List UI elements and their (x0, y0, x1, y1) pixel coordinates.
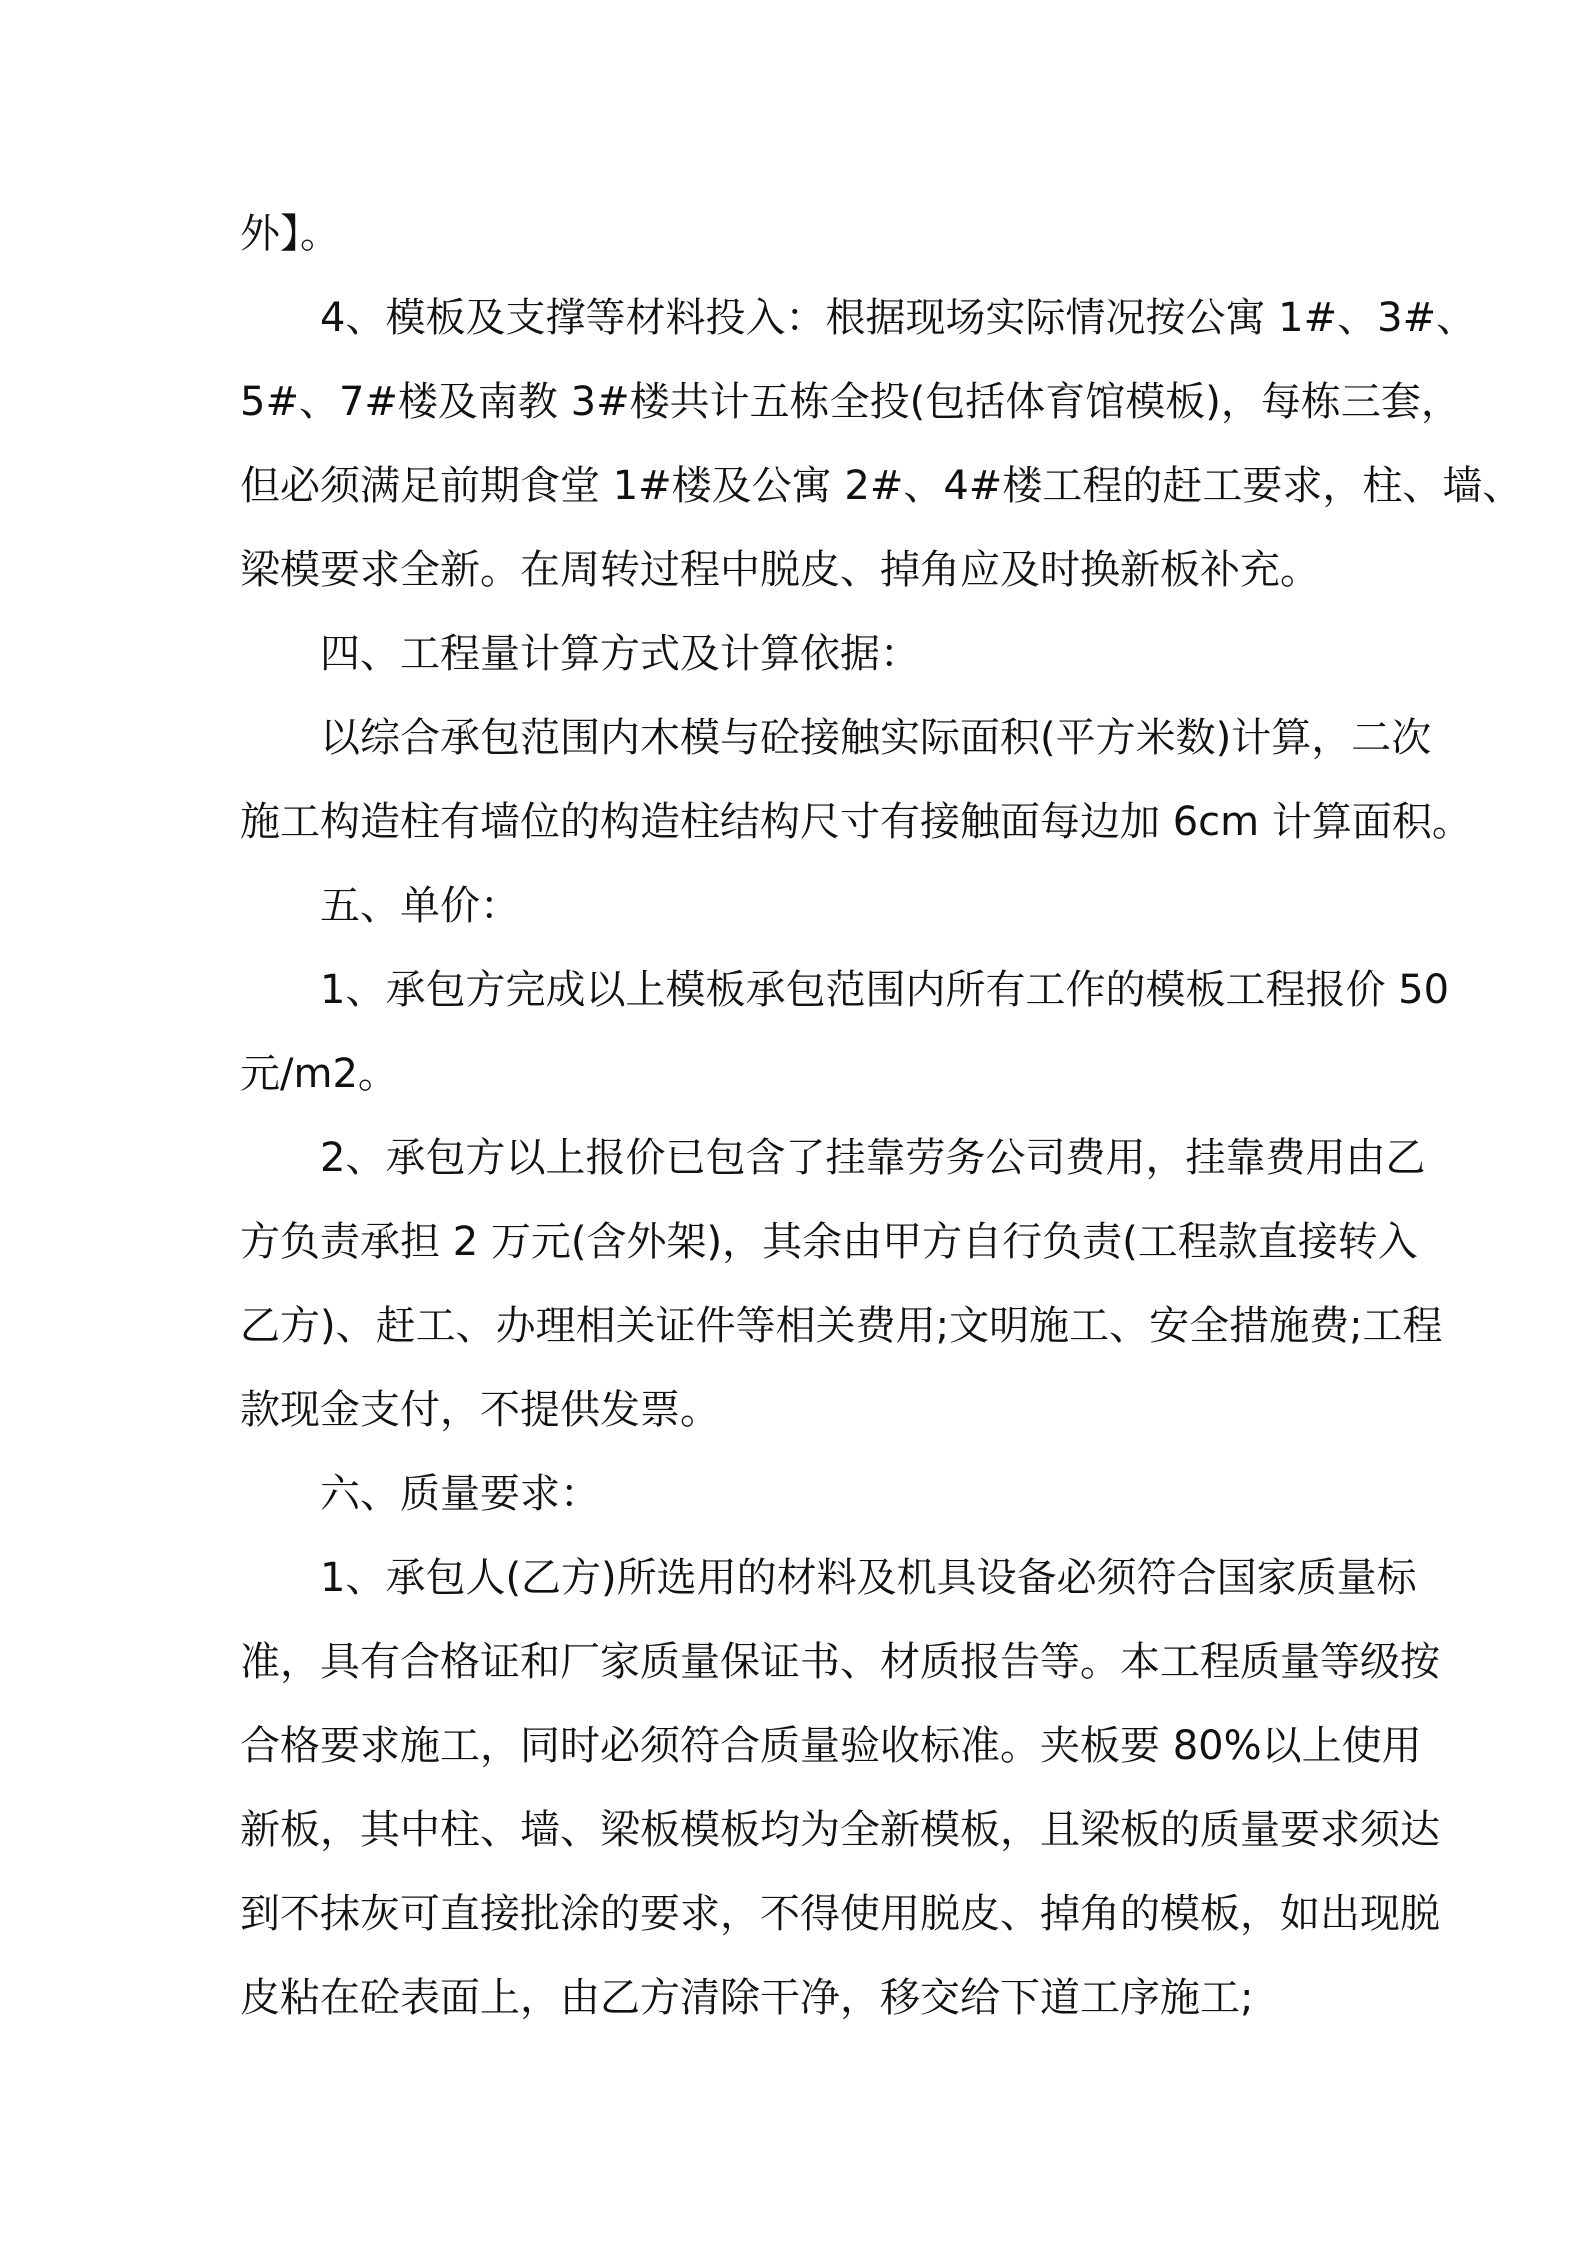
text-line: 5#、7#楼及南教 3#楼共计五栋全投(包括体育馆模板)，每栋三套， (240, 379, 1461, 425)
paragraph-start-line: 1、承包方完成以上模板承包范围内所有工作的模板工程报价 50 (320, 967, 1450, 1013)
text-line: 到不抹灰可直接批涂的要求，不得使用脱皮、掉角的模板，如出现脱 (240, 1891, 1440, 1937)
text-line: 合格要求施工，同时必须符合质量验收标准。夹板要 80%以上使用 (240, 1723, 1422, 1769)
paragraph-start-line: 4、模板及支撑等材料投入：根据现场实际情况按公寓 1#、3#、 (320, 295, 1477, 341)
text-line: 准，具有合格证和厂家质量保证书、材质报告等。本工程质量等级按 (240, 1639, 1440, 1685)
text-line: 但必须满足前期食堂 1#楼及公寓 2#、4#楼工程的赶工要求，柱、墙、 (240, 463, 1523, 509)
text-line: 施工构造柱有墙位的构造柱结构尺寸有接触面每边加 6cm 计算面积。 (240, 799, 1472, 845)
text-line: 梁模要求全新。在周转过程中脱皮、掉角应及时换新板补充。 (240, 547, 1320, 593)
text-line: 外】。 (240, 211, 340, 257)
paragraph-start-line: 1、承包人(乙方)所选用的材料及机具设备必须符合国家质量标 (320, 1555, 1417, 1601)
section-heading: 四、工程量计算方式及计算依据： (320, 631, 920, 677)
text-line: 款现金支付，不提供发票。 (240, 1387, 720, 1433)
text-line: 皮粘在砼表面上，由乙方清除干净，移交给下道工序施工; (240, 1975, 1254, 2021)
text-line: 元/m2。 (240, 1051, 398, 1097)
text-line: 新板，其中柱、墙、梁板模板均为全新模板，且梁板的质量要求须达 (240, 1807, 1440, 1853)
text-line: 方负责承担 2 万元(含外架)，其余由甲方自行负责(工程款直接转入 (240, 1219, 1418, 1265)
section-heading: 六、质量要求： (320, 1471, 600, 1517)
text-line: 乙方)、赶工、办理相关证件等相关费用;文明施工、安全措施费;工程 (240, 1303, 1443, 1349)
paragraph-start-line: 2、承包方以上报价已包含了挂靠劳务公司费用，挂靠费用由乙 (320, 1135, 1426, 1181)
document-page (240, 192, 1523, 2040)
section-heading: 五、单价： (320, 883, 520, 929)
paragraph-start-line: 以综合承包范围内木模与砼接触实际面积(平方米数)计算，二次 (320, 715, 1432, 761)
